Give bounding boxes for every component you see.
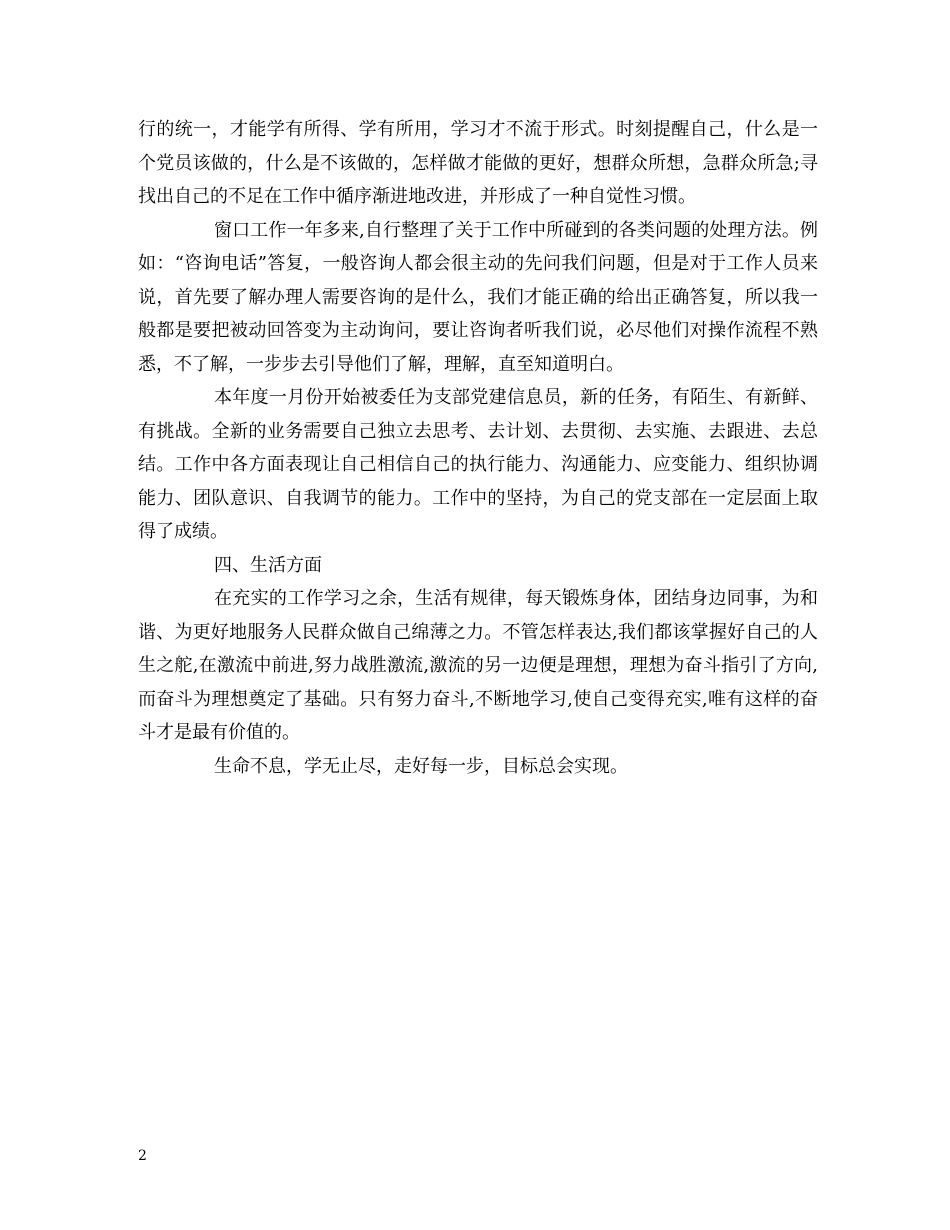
paragraph-closing: 生命不息，学无止尽，走好每一步，目标总会实现。 [214, 755, 628, 777]
paragraph-continuation: 行的统一，才能学有所得、学有所用，学习才不流于形式。时刻提醒自己，什么是一个党员该做的，什么是不该做的，怎样做才能做的更好，想群众所想，急群众所急;寻找出自己的不足在工作中循序渐进地改进，并形成了一种自觉性习惯。 [138, 119, 818, 207]
page-number: 2 [138, 1148, 147, 1164]
document-body [138, 113, 818, 783]
paragraph-window-work: 窗口工作一年多来,自行整理了关于工作中所碰到的各类问题的处理方法。例如：“咨询电话”答复，一般咨询人都会很主动的先问我们问题，但是对于工作人员来说，首先要了解办理人需要咨询的是什么，我们才能正确的给出正确答复，所以我一般都是要把被动回答变为主动询问，要让咨询者听我们说，必尽他们对操作流程不熟悉，不了解，一步步去引导他们了解，理解，直至知道明白。 [138, 219, 818, 375]
section-heading-life: 四、生活方面 [214, 554, 322, 576]
paragraph-life: 在充实的工作学习之余，生活有规律，每天锻炼身体，团结身边同事，为和谐、为更好地服务人民群众做自己绵薄之力。不管怎样表达,我们都该掌握好自己的人生之舵,在激流中前进,努力战胜激流,激流的另一边便是理想，理想为奋斗指引了方向,而奋斗为理想奠定了基础。只有努力奋斗,不断地学习,使自己变得充实,唯有这样的奋斗才是最有价值的。 [138, 588, 818, 743]
paragraph-party-info-officer: 本年度一月份开始被委任为支部党建信息员，新的任务，有陌生、有新鲜、有挑战。全新的业务需要自己独立去思考、去计划、去贯彻、去实施、去跟进、去总结。工作中各方面表现让自己相信自己的执行能力、沟通能力、应变能力、组织协调能力、团队意识、自我调节的能力。工作中的坚持，为自己的党支部在一定层面上取得了成绩。 [138, 387, 818, 542]
